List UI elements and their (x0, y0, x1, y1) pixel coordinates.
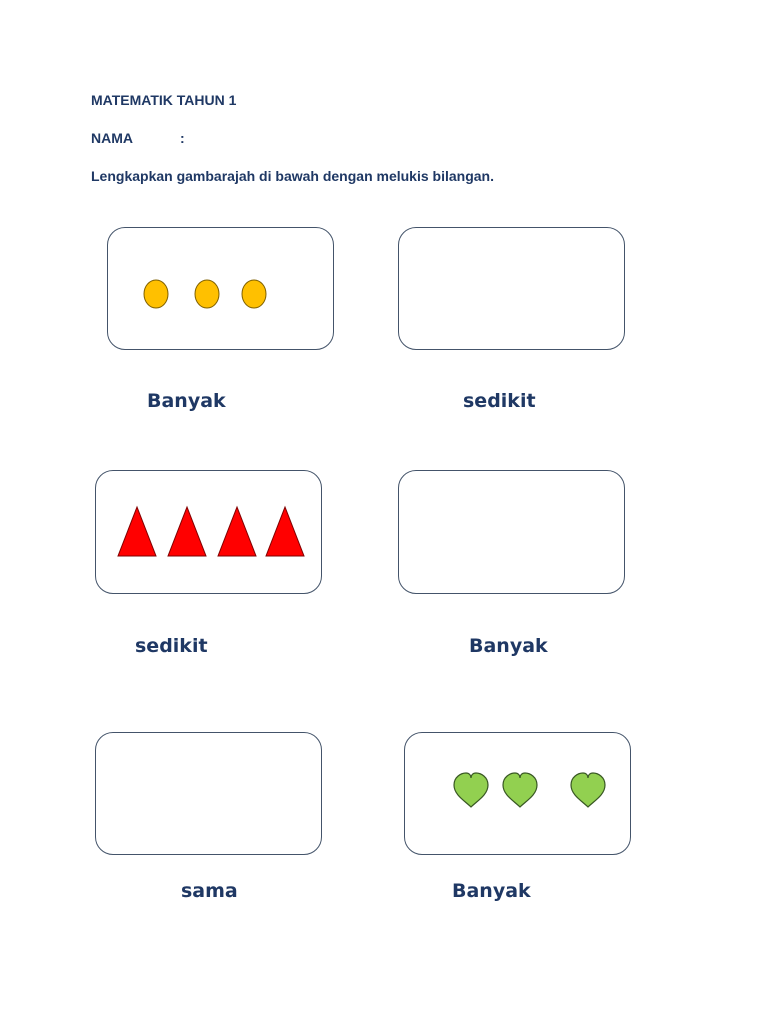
label-row3-right: Banyak (452, 880, 531, 902)
red-triangle-icon (118, 507, 156, 556)
instruction-text: Lengkapkan gambarajah di bawah dengan melukis bilangan. (91, 168, 494, 184)
name-label: NAMA (91, 130, 133, 146)
label-row1-right: sedikit (463, 390, 536, 412)
green-heart-icon (571, 773, 605, 807)
label-row3-left: sama (181, 880, 238, 902)
green-heart-icon (454, 773, 488, 807)
yellow-circle-icon (242, 280, 266, 308)
worksheet-title: MATEMATIK TAHUN 1 (91, 92, 237, 108)
label-row1-left: Banyak (147, 390, 226, 412)
box-row3-left-empty[interactable] (95, 732, 322, 855)
red-triangle-icon (168, 507, 206, 556)
box-row1-left[interactable] (107, 227, 334, 350)
triangles-group (96, 471, 323, 595)
red-triangle-icon (266, 507, 304, 556)
box-row2-right-empty[interactable] (398, 470, 625, 594)
label-row2-left: sedikit (135, 635, 208, 657)
box-row1-right-empty[interactable] (398, 227, 625, 350)
red-triangle-icon (218, 507, 256, 556)
yellow-circle-icon (144, 280, 168, 308)
green-heart-icon (503, 773, 537, 807)
circles-group (108, 228, 335, 351)
name-colon: : (180, 130, 185, 146)
label-row2-right: Banyak (469, 635, 548, 657)
hearts-group (405, 733, 632, 856)
box-row3-right[interactable] (404, 732, 631, 855)
box-row2-left[interactable] (95, 470, 322, 594)
yellow-circle-icon (195, 280, 219, 308)
